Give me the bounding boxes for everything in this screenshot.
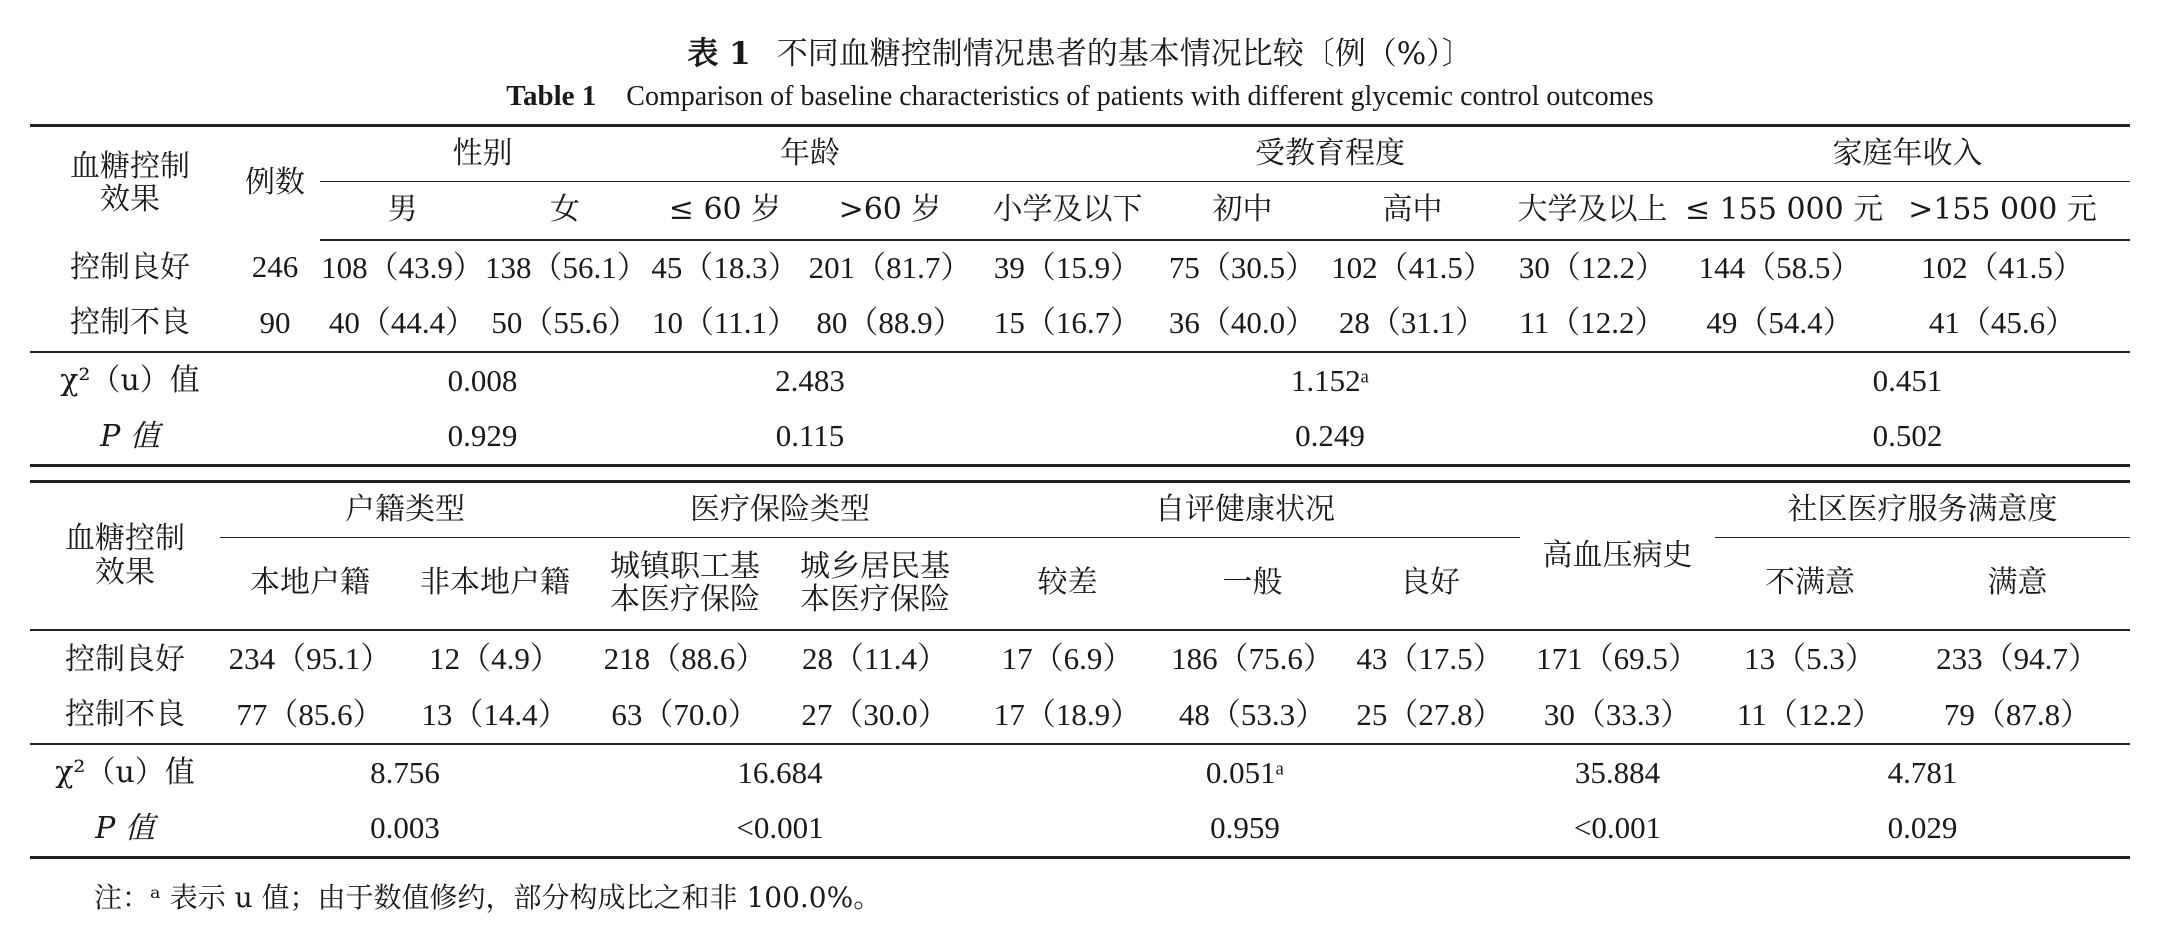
data-cell: 25（27.8） [1340,688,1520,744]
data-cell: 13（5.3） [1744,641,1876,677]
data-cell: 39（15.9） [993,249,1142,285]
data-cell: 234（95.1） [228,641,392,677]
group-header: 自评健康状况 [970,482,1520,538]
data-cell: 108（43.9） [321,249,484,285]
data-cell: 28（11.4） [801,641,949,677]
subheader: ≤ 60 岁 [645,182,805,240]
table-note: 注：ᵃ 表示 u 值；由于数值修约，部分构成比之和非 100.0%。 [94,881,882,914]
chi-value: 0.451 [1872,362,1943,398]
group-header: 家庭年收入 [1685,126,2130,182]
row-header [30,482,220,630]
subheader: 不满意 [1765,565,1855,601]
chi-row [30,352,2130,410]
chi-value: 2.483 [775,362,845,398]
group-header: 户籍类型 [220,482,590,538]
subheader: ≤ 155 000 元 [1685,182,1875,240]
data-cell: 171（69.5） [1536,641,1699,677]
subheader: 初中 [1160,182,1325,240]
data-cell: 48（53.3） [1165,688,1340,744]
subheader: >155 000 元 [1875,182,2130,240]
data-cell: 28（31.1） [1325,296,1500,352]
group-header: 高血压病史 [1542,537,1693,573]
subheader: 大学及以上 [1500,182,1685,240]
chi-value: 1.152ᵃ [1290,362,1370,398]
data-cell: 17（18.9） [970,688,1165,744]
data-cell: 186（75.6） [1171,641,1334,677]
chi-value: 0.008 [447,362,518,398]
count-header: 例数 [245,165,305,201]
data-cell: 45（18.3） [651,249,799,285]
subheader [780,538,970,630]
table-row [30,688,2130,744]
p-value: <0.001 [736,810,824,846]
subheader: 一般 [1222,565,1283,601]
p-value: 0.249 [1295,418,1365,454]
p-label: P 值 [100,418,160,454]
count-cell: 90 [230,296,320,352]
subheader: 小学及以下 [975,182,1160,240]
data-cell: 233（94.7） [1936,641,2099,677]
data-cell: 138（56.1） [485,249,648,285]
data-cell: 11（12.2） [1715,688,1905,744]
row-header-text: 血糖控制效果 [70,148,190,218]
p-row [30,410,2130,466]
chi-label: χ²（u）值 [55,755,195,791]
group-header: 性别 [320,126,645,182]
row-label: 控制良好 [65,641,185,677]
data-cell: 218（88.6） [603,641,767,677]
data-cell: 49（54.4） [1685,296,1875,352]
p-value: 0.115 [775,418,845,454]
table-row [30,632,2130,688]
chi-value: 8.756 [370,754,440,790]
p-value: 0.502 [1872,418,1943,454]
chi-row [30,744,2130,802]
count-cell: 246 [251,249,299,285]
group-header: 社区医疗服务满意度 [1715,482,2130,538]
subheader: 较差 [1037,565,1098,601]
caption-cn-label: 表 1 [687,36,751,72]
row-label: 控制不良 [30,688,220,744]
caption-en-label: Table 1 [506,80,597,112]
data-cell: 41（45.6） [1875,296,2130,352]
data-cell: 40（44.4） [320,296,485,352]
data-cell: 50（55.6） [485,296,645,352]
data-cell: 75（30.5） [1168,249,1317,285]
subheader-text: 城乡居民基本医疗保险 [800,548,950,618]
subheader: 本地户籍 [250,565,370,601]
data-cell: 77（85.6） [220,688,400,744]
p-value: 0.929 [447,418,518,454]
subheader [590,538,780,630]
data-cell: 12（4.9） [429,641,561,677]
row-header [30,126,230,240]
caption-en-text: Comparison of baseline characteristics of patients with different glycemic control outcomes [626,81,1654,112]
data-cell: 43（17.5） [1356,641,1504,677]
data-cell: 144（58.5） [1698,249,1862,285]
subheader: 良好 [1400,565,1460,601]
table-caption-en [0,80,2160,113]
subheader: 男 [320,182,485,240]
table-row [30,296,2130,352]
data-cell: 102（41.5） [1921,249,2084,285]
row-label: 控制不良 [30,296,230,352]
group-header: 医疗保险类型 [590,482,970,538]
group-header: 年龄 [645,126,975,182]
chi-value: 16.684 [737,754,823,790]
chi-value: 35.884 [1574,754,1661,790]
data-cell: 15（16.7） [975,296,1160,352]
row-header-text: 血糖控制效果 [65,521,185,590]
subheader-text: 城镇职工基本医疗保险 [610,548,760,618]
p-label: P 值 [95,810,155,846]
data-cell: 30（33.3） [1520,688,1715,744]
p-row [30,802,2130,858]
data-cell: 201（81.7） [808,249,972,285]
chi-value: 0.051ᵃ [1205,754,1285,790]
chi-value: 4.781 [1887,754,1958,790]
p-value: 0.029 [1887,810,1958,846]
chi-label: χ²（u）值 [60,363,200,399]
subheader: 非本地户籍 [420,565,570,601]
p-value: 0.959 [1210,810,1280,846]
group-header: 受教育程度 [975,126,1685,182]
data-cell: 79（87.8） [1905,688,2130,744]
row-label: 控制良好 [70,249,190,285]
table-part-1 [30,124,2130,467]
p-value: 0.003 [370,810,440,846]
data-cell: 30（12.2） [1518,249,1667,285]
subheader: 高中 [1325,182,1500,240]
data-cell: 36（40.0） [1160,296,1325,352]
caption-cn-text: 不同血糖控制情况患者的基本情况比较〔例（%）〕 [776,36,1473,72]
data-cell: 27（30.0） [780,688,970,744]
data-cell: 10（11.1） [645,296,805,352]
data-cell: 63（70.0） [590,688,780,744]
subheader: 满意 [1987,565,2048,601]
data-cell: 17（6.9） [1001,641,1134,677]
data-cell: 13（14.4） [400,688,590,744]
table-part-2 [30,480,2130,859]
data-cell: 11（12.2） [1500,296,1685,352]
data-cell: 80（88.9） [805,296,975,352]
table-caption-cn [0,28,2160,73]
p-value: <0.001 [1573,810,1662,846]
subheader: 女 [485,182,645,240]
data-cell: 102（41.5） [1331,249,1494,285]
subheader: >60 岁 [805,182,975,240]
table-row [30,240,2130,296]
